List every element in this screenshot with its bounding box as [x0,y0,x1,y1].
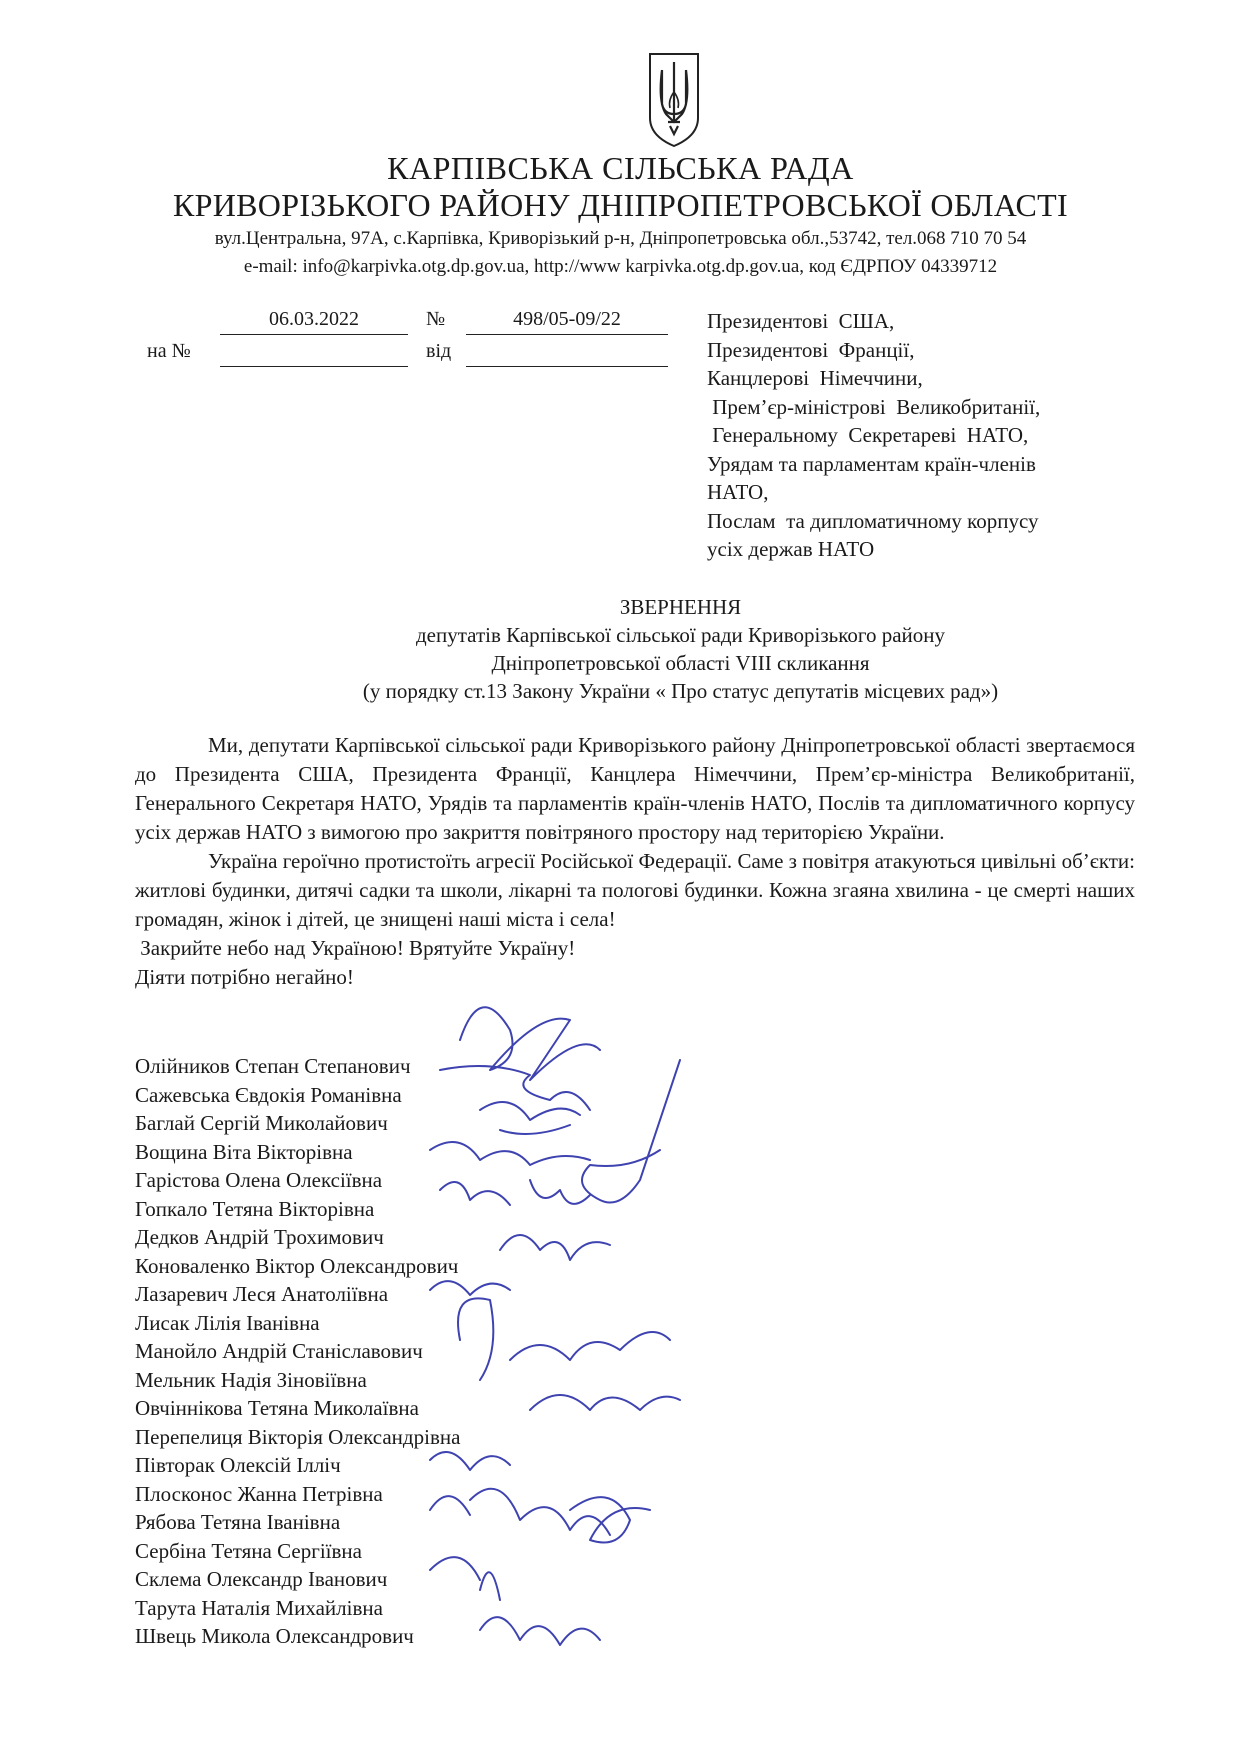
signature-stroke [460,1007,600,1080]
addressee-line: Урядам та парламентам країн-членів [707,451,1036,476]
addressee-line: НАТО, [707,480,769,504]
heading-subline-3: (у порядку ст.13 Закону України « Про статус депутатів місцевих рад») [362,679,999,703]
appeal-call-line: Закрийте небо над Україною! Врятуйте Україну! [135,936,576,960]
addressee-line: Прем’єр-міністрові Великобританії, [707,394,1041,419]
addressee-line: усіх держав НАТО [707,537,875,561]
signatory-name: Овчіннікова Тетяна Миколаївна [135,1396,419,1420]
signatory-name: Рябова Тетяна Іванівна [135,1510,341,1534]
signatory-name: Коноваленко Віктор Олександрович [135,1253,459,1278]
addressee-line: Генеральному Секретареві НАТО, [707,423,1029,447]
signatory-name: Гопкало Тетяна Вікторівна [135,1196,375,1221]
handwritten-signatures [420,990,800,1690]
signatory-name: Лазаревич Леся Анатоліївна [135,1282,389,1306]
ref-number-label: на № [147,340,191,362]
signature-stroke [500,1235,610,1260]
signatory-name: Півторак Олексій Ілліч [135,1453,341,1477]
signature-stroke [582,1060,680,1203]
signatory-name: Перепелиця Вікторія Олександрівна [135,1424,461,1449]
org-name-line1: КАРПІВСЬКА СІЛЬСЬКА РАДА [387,150,854,186]
addressee-line: Президентові США, [707,309,895,333]
signatory-name: Дедков Андрій Трохимович [135,1225,384,1249]
signatory-name: Склема Олександр Іванович [135,1567,388,1591]
document-heading: ЗВЕРНЕННЯ [619,595,742,619]
signatory-name: Сажевська Євдокія Романівна [135,1082,402,1107]
addressee-line: Канцлерові Німеччини, [707,366,923,390]
org-name-line2: КРИВОРІЗЬКОГО РАЙОНУ ДНІПРОПЕТРОВСЬКОЇ ОБЛАСТІ [173,187,1068,223]
signature-stroke [440,1180,590,1205]
heading-subline-1: депутатів Карпівської сільської ради Криворізького району [416,623,945,647]
ref-date-label: від [426,340,452,362]
signatories-list [135,1052,460,1651]
signatory-name: Тарута Наталія Михайлівна [135,1595,383,1620]
addressee-line: Президентові Франції, [707,337,915,362]
signatory-name: Лисак Лілія Іванівна [135,1310,320,1335]
signature-stroke [430,1489,610,1535]
appeal-paragraph-2: Україна героїчно протистоїть агресії Російської Федерації. Саме з повітря атакуються цивільні об’єкти: житлові будинки, дитячі садки та школи, лікарні та пологові будинки. Кожна згаяна хвилина - це смерті наших громадян, жінок і дітей, це знищені наші міста і села! [135,849,1135,931]
appeal-paragraph-1: Ми, депутати Карпівської сільської ради Криворізького району Дніпропетровської області звертаємося до Президента США, Президента Франції, Канцлера Німеччини, Прем’єр-міністра Великобританії, Генерального Секретаря НАТО, Урядів та парламентів країн-членів НАТО, Послів та дипломатичного корпусу усіх держав НАТО з вимогою про закриття повітряного простору над територією України. [135,733,1135,844]
org-contacts: e-mail: info@karpivka.otg.dp.gov.ua, http://www karpivka.otg.dp.gov.ua, код ЄДРПОУ 04339712 [243,256,998,277]
signature-stroke [430,1557,500,1600]
addressee-block [707,307,1147,564]
signatory-name: Швець Микола Олександрович [135,1624,414,1648]
signatory-name: Мельник Надія Зіновіївна [135,1367,367,1392]
signature-stroke [458,1298,670,1380]
appeal-urgency-line: Діяти потрібно негайно! [135,965,354,989]
signature-stroke [430,1142,590,1165]
ref-date-field [466,340,668,367]
signatory-name: Гарістова Олена Олексіївна [135,1168,383,1192]
signatory-name: Сербіна Тетяна Сергіївна [135,1538,362,1563]
outgoing-number: 498/05-09/22 [466,308,668,335]
number-label: № [426,308,446,330]
signatory-name: Плосконос Жанна Петрівна [135,1481,383,1506]
signature-stroke [480,1102,580,1134]
signatory-name: Баглай Сергій Миколайович [135,1111,388,1135]
heading-subline-2: Дніпропетровської області VIII скликання [491,651,870,675]
signatory-name: Вощина Віта Вікторівна [135,1139,353,1164]
addressee-line: Послам та дипломатичному корпусу [707,508,1039,533]
signature-stroke [430,1281,510,1295]
ref-number-field [220,340,408,367]
signatory-name: Манойло Андрій Станіславович [135,1339,423,1363]
signature-stroke [480,1617,600,1645]
appeal-body [135,731,1135,992]
signature-stroke [430,1452,510,1470]
signature-stroke [440,1066,590,1110]
outgoing-date: 06.03.2022 [220,308,408,335]
org-address: вул.Центральна, 97А, с.Карпівка, Криворізький р-н, Дніпропетровська обл.,53742, тел.068 710 70 54 [214,228,1027,249]
signature-stroke [530,1395,680,1410]
trident-coat-of-arms-icon [646,52,702,148]
signatory-name: Олійников Степан Степанович [135,1054,411,1078]
